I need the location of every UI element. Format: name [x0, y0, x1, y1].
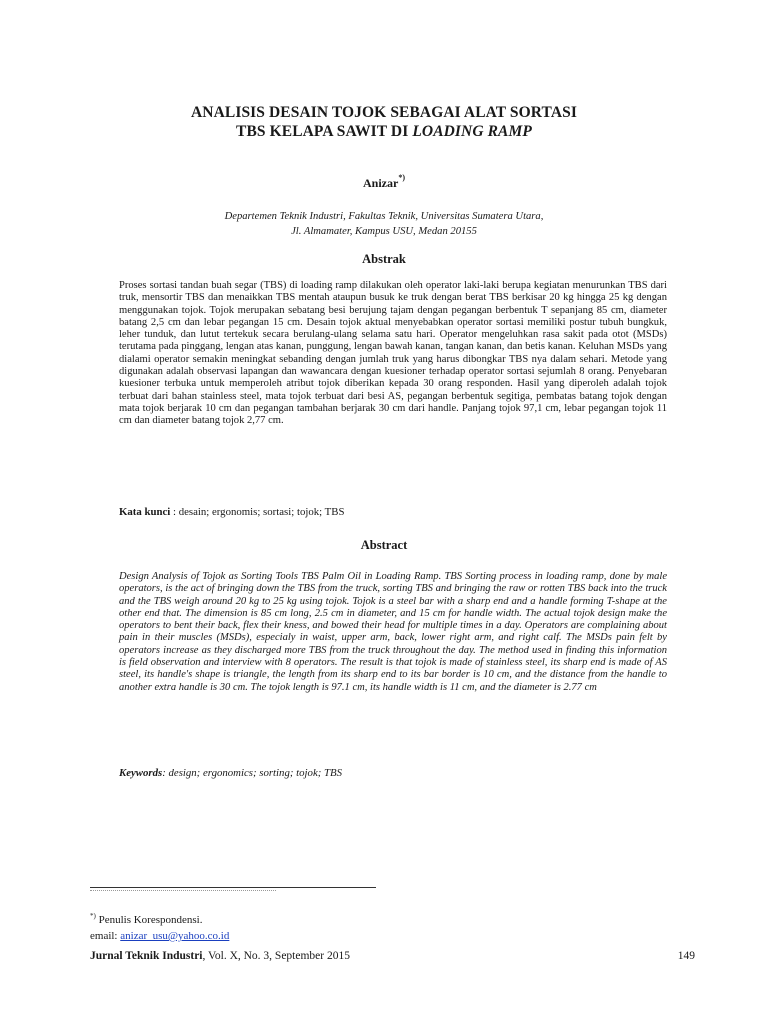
abstrak-keywords [119, 506, 344, 518]
footnote-divider-dotted [90, 890, 276, 891]
footnote-mark: *) [90, 912, 96, 920]
author-footnote-mark: *) [398, 173, 405, 182]
footnote-text: Penulis Korespondensi. [95, 914, 203, 926]
author-name [0, 173, 768, 191]
paper-title [0, 103, 768, 141]
title-line-2-italic: LOADING RAMP [412, 123, 532, 140]
abstrak-keywords-text: : desain; ergonomis; sortasi; tojok; TBS [170, 506, 345, 518]
footnote-correspondence [90, 914, 202, 926]
journal-info: , Vol. X, No. 3, September 2015 [202, 950, 350, 962]
abstrak-heading: Abstrak [362, 252, 406, 266]
author-text: Anizar [363, 176, 399, 190]
abstrak-keywords-label: Kata kunci [119, 506, 171, 518]
abstract-keywords-label: Keywords [119, 767, 163, 779]
page-number: 149 [677, 950, 695, 962]
email-link[interactable]: anizar_usu@yahoo.co.id [120, 930, 230, 942]
footnote-email [90, 930, 229, 942]
footnote-divider [90, 887, 376, 888]
affiliation-line-1: Departemen Teknik Industri, Fakultas Teknik, Universitas Sumatera Utara, [224, 211, 544, 222]
journal-footer [90, 950, 350, 962]
affiliation [0, 209, 768, 239]
title-line-1: ANALISIS DESAIN TOJOK SEBAGAI ALAT SORTASI [191, 104, 577, 121]
abstract-keywords-text: : design; ergonomics; sorting; tojok; TBS [162, 767, 343, 779]
abstract-keywords [119, 767, 342, 779]
abstract-heading: Abstract [360, 538, 408, 552]
abstrak-body: Proses sortasi tandan buah segar (TBS) di loading ramp dilakukan oleh operator laki-laki berupa kegiatan menurunkan TBS dari truk, mensortir TBS dan menaikkan TBS mentah ataupun busuk ke truk dengan berat TBS berkisar 20 kg hingga 25 kg dengan menggunakan tojok. Tojok merupakan sebatang besi berujung tajam dengan pegangan berbentuk T sepanjang 85 cm, diameter batang 2,5 cm dan lebar pegangan 15 cm. Desain tojok aktual menyebabkan operator sortasi memiliki postur tubuh bungkuk, leher tunduk, dan lutut tertekuk secara berulang-ulang selama satu hari. Operator mengeluhkan rasa sakit pada otot (MSDs) terutama pada pinggang, lengan atas kanan, punggung, lengan bawah kanan, tangan kanan, dan betis kanan. Keluhan MSDs yang dialami operator semakin meningkat sebanding dengan jumlah truk yang harus dibongkar TBS nya dalam sehari. Metode yang digunakan adalah observasi lapangan dan wawancara dengan kuesioner terhadap operator sortasi sejumlah 8 orang. Penyebaran kuesioner terbuka untuk memperoleh atribut tojok diberikan kepada 30 orang responden. Hasil yang diperoleh adalah tojok terbuat dari bahan stainless steel, mata tojok terbuat dari besi AS, pegangan berbentuk segitiga, pembatas batang tojok dengan mata tojok berjarak 10 cm dan pegangan tambahan berjarak 30 cm dari handle. Panjang tojok 97,1 cm, lebar pegangan tojok 11 cm dan diameter batang tojok 2,77 cm. [119, 280, 667, 427]
footnote-email-label: email: [90, 930, 121, 942]
title-line-2 [0, 122, 768, 141]
journal-name: Jurnal Teknik Industri [90, 950, 203, 962]
abstract-body: Design Analysis of Tojok as Sorting Tools TBS Palm Oil in Loading Ramp. TBS Sorting process in loading ramp, done by male operators, is the act of bringing down the TBS from the truck, sorting TBS and bringing the raw or rotten TBS back into the truck and the TBS weigh around 20 kg to 25 kg using tojok. Tojok is a steel bar with a sharp end and a handle forming T-shape at the other end that. The dimension is 85 cm long, 2.5 cm in diameter, and 15 cm for handle width. The actual tojok design make the operators to bent their back, flex their kness, and bowed their head for multiple times in a day. Operators are complaining about pain in their muscles (MSDs), especialy in waist, upper arm, back, lower right arm, and right calf. The MSDs pain felt by operators increase as they discharged more TBS from the truck throughout the day. The method used in finding this information is field observation and interview with 8 operators. The result is that tojok is made of stainless steel, its sharp end is made of AS steel, its handle's shape is triangle, the length from its sharp end to its bar border is 10 cm, and the distance from the handle to another extra handle is 30 cm. The tojok length is 97.1 cm, its handle width is 11 cm, and the diameter is 2.77 cm [119, 571, 667, 693]
affiliation-line-2: Jl. Almamater, Kampus USU, Medan 20155 [291, 226, 477, 237]
title-line-2-prefix: TBS KELAPA SAWIT DI [236, 123, 413, 140]
